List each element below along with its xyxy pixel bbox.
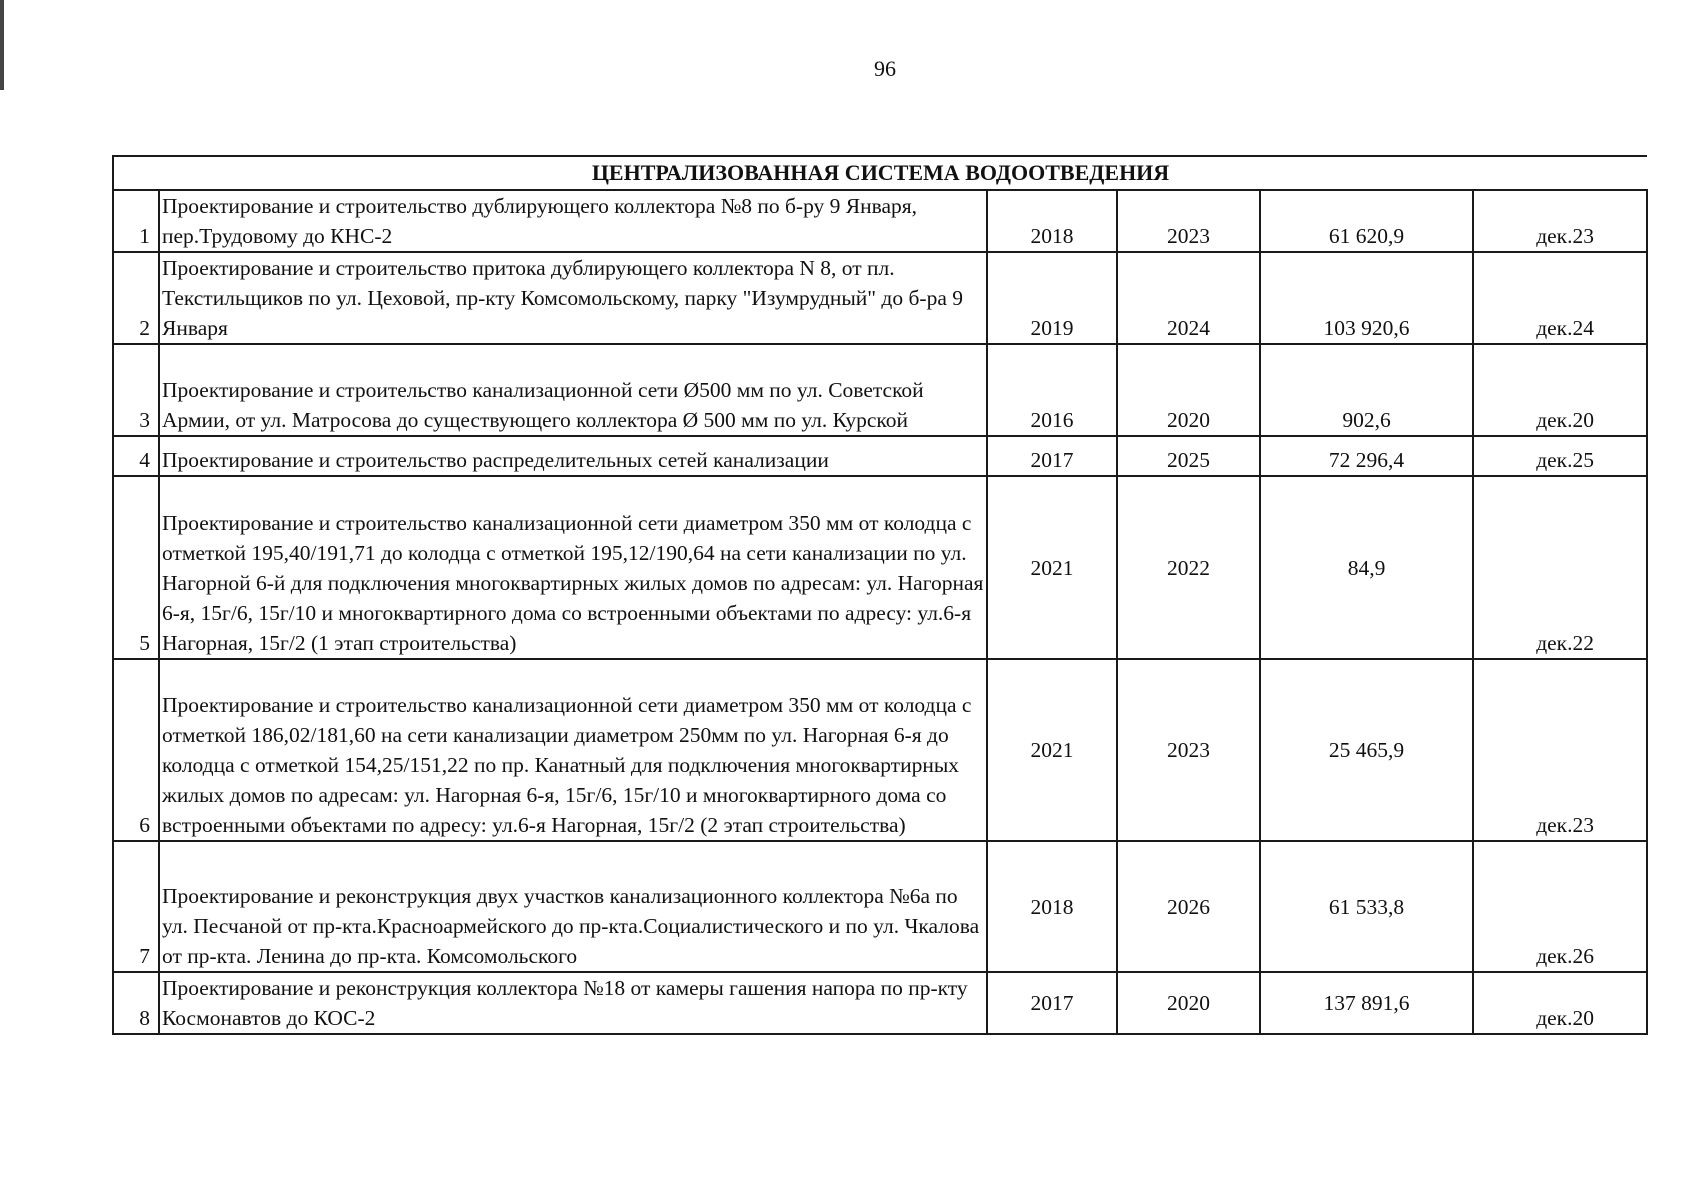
- project-description: Проектирование и реконструкция коллектора №18 от камеры гашения напора по пр-кту Космонавтов до КОС-2: [159, 972, 987, 1034]
- table-row: [113, 659, 1647, 841]
- row-number: 2: [113, 252, 159, 344]
- table-row: [113, 841, 1647, 972]
- start-year: 2016: [987, 344, 1117, 436]
- amount: 61 620,9: [1260, 190, 1473, 252]
- end-year: 2026: [1117, 841, 1260, 972]
- deadline: дек.25: [1473, 436, 1647, 476]
- row-number: 8: [113, 972, 159, 1034]
- amount: 61 533,8: [1260, 841, 1473, 972]
- page-number: 96: [874, 56, 896, 81]
- table-row: [113, 252, 1647, 344]
- start-year: 2017: [987, 972, 1117, 1034]
- table-row: [113, 436, 1647, 476]
- end-year: 2023: [1117, 190, 1260, 252]
- end-year: 2023: [1117, 659, 1260, 841]
- amount: 103 920,6: [1260, 252, 1473, 344]
- program-table: [112, 155, 1646, 1035]
- project-description: Проектирование и строительство канализационной сети диаметром 350 мм от колодца с отметкой 186,02/181,60 на сети канализации диаметром 250мм по ул. Нагорная 6-я до колодца с отметкой 154,25/151,22 по пр. Канатный для подключения многоквартирных жилых домов по адресам: ул. Нагорная 6-я, 15г/6, 15г/10 и многоквартирного дома со встроенными объектами по адресу: ул.6-я Нагорная, 15г/2 (2 этап строительства): [159, 659, 987, 841]
- project-description: Проектирование и строительство канализационной сети Ø500 мм по ул. Советской Армии, от ул. Матросова до существующего коллектора Ø 500 мм по ул. Курской: [159, 344, 987, 436]
- start-year: 2021: [987, 659, 1117, 841]
- row-number: 1: [113, 190, 159, 252]
- table-row: [113, 476, 1647, 659]
- section-title: ЦЕНТРАЛИЗОВАННАЯ СИСТЕМА ВОДООТВЕДЕНИЯ: [113, 156, 1647, 190]
- end-year: 2020: [1117, 344, 1260, 436]
- project-description: Проектирование и реконструкция двух участков канализационного коллектора №6а по ул. Песчаной от пр-кта.Красноармейского до пр-кта.Социалистического и по ул. Чкалова от пр-кта. Ленина до пр-кта. Комсомольского: [159, 841, 987, 972]
- deadline: дек.20: [1473, 972, 1647, 1034]
- section-header-row: [113, 156, 1647, 190]
- amount: 84,9: [1260, 476, 1473, 659]
- row-number: 3: [113, 344, 159, 436]
- start-year: 2018: [987, 841, 1117, 972]
- deadline: дек.24: [1473, 252, 1647, 344]
- table-row: [113, 972, 1647, 1034]
- deadline: дек.23: [1473, 659, 1647, 841]
- deadline: дек.22: [1473, 476, 1647, 659]
- amount: 137 891,6: [1260, 972, 1473, 1034]
- deadline: дек.23: [1473, 190, 1647, 252]
- start-year: 2018: [987, 190, 1117, 252]
- project-description: Проектирование и строительство канализационной сети диаметром 350 мм от колодца с отметкой 195,40/191,71 до колодца с отметкой 195,12/190,64 на сети канализации по ул. Нагорной 6-й для подключения многоквартирных жилых домов по адресам: ул. Нагорная 6-я, 15г/6, 15г/10 и многоквартирного дома со встроенными объектами по адресу: ул.6-я Нагорная, 15г/2 (1 этап строительства): [159, 476, 987, 659]
- start-year: 2019: [987, 252, 1117, 344]
- start-year: 2017: [987, 436, 1117, 476]
- table-row: [113, 190, 1647, 252]
- sewer-projects-table: [112, 155, 1648, 1035]
- row-number: 4: [113, 436, 159, 476]
- deadline: дек.26: [1473, 841, 1647, 972]
- amount: 25 465,9: [1260, 659, 1473, 841]
- row-number: 7: [113, 841, 159, 972]
- end-year: 2025: [1117, 436, 1260, 476]
- amount: 72 296,4: [1260, 436, 1473, 476]
- table-row: [113, 344, 1647, 436]
- project-description: Проектирование и строительство распределительных сетей канализации: [159, 436, 987, 476]
- project-description: Проектирование и строительство притока дублирующего коллектора N 8, от пл. Текстильщиков по ул. Цеховой, пр-кту Комсомольскому, парку "Изумрудный" до б-ра 9 Января: [159, 252, 987, 344]
- start-year: 2021: [987, 476, 1117, 659]
- end-year: 2022: [1117, 476, 1260, 659]
- deadline: дек.20: [1473, 344, 1647, 436]
- project-description: Проектирование и строительство дублирующего коллектора №8 по б-ру 9 Января, пер.Трудовому до КНС-2: [159, 190, 987, 252]
- end-year: 2024: [1117, 252, 1260, 344]
- row-number: 6: [113, 659, 159, 841]
- amount: 902,6: [1260, 344, 1473, 436]
- end-year: 2020: [1117, 972, 1260, 1034]
- row-number: 5: [113, 476, 159, 659]
